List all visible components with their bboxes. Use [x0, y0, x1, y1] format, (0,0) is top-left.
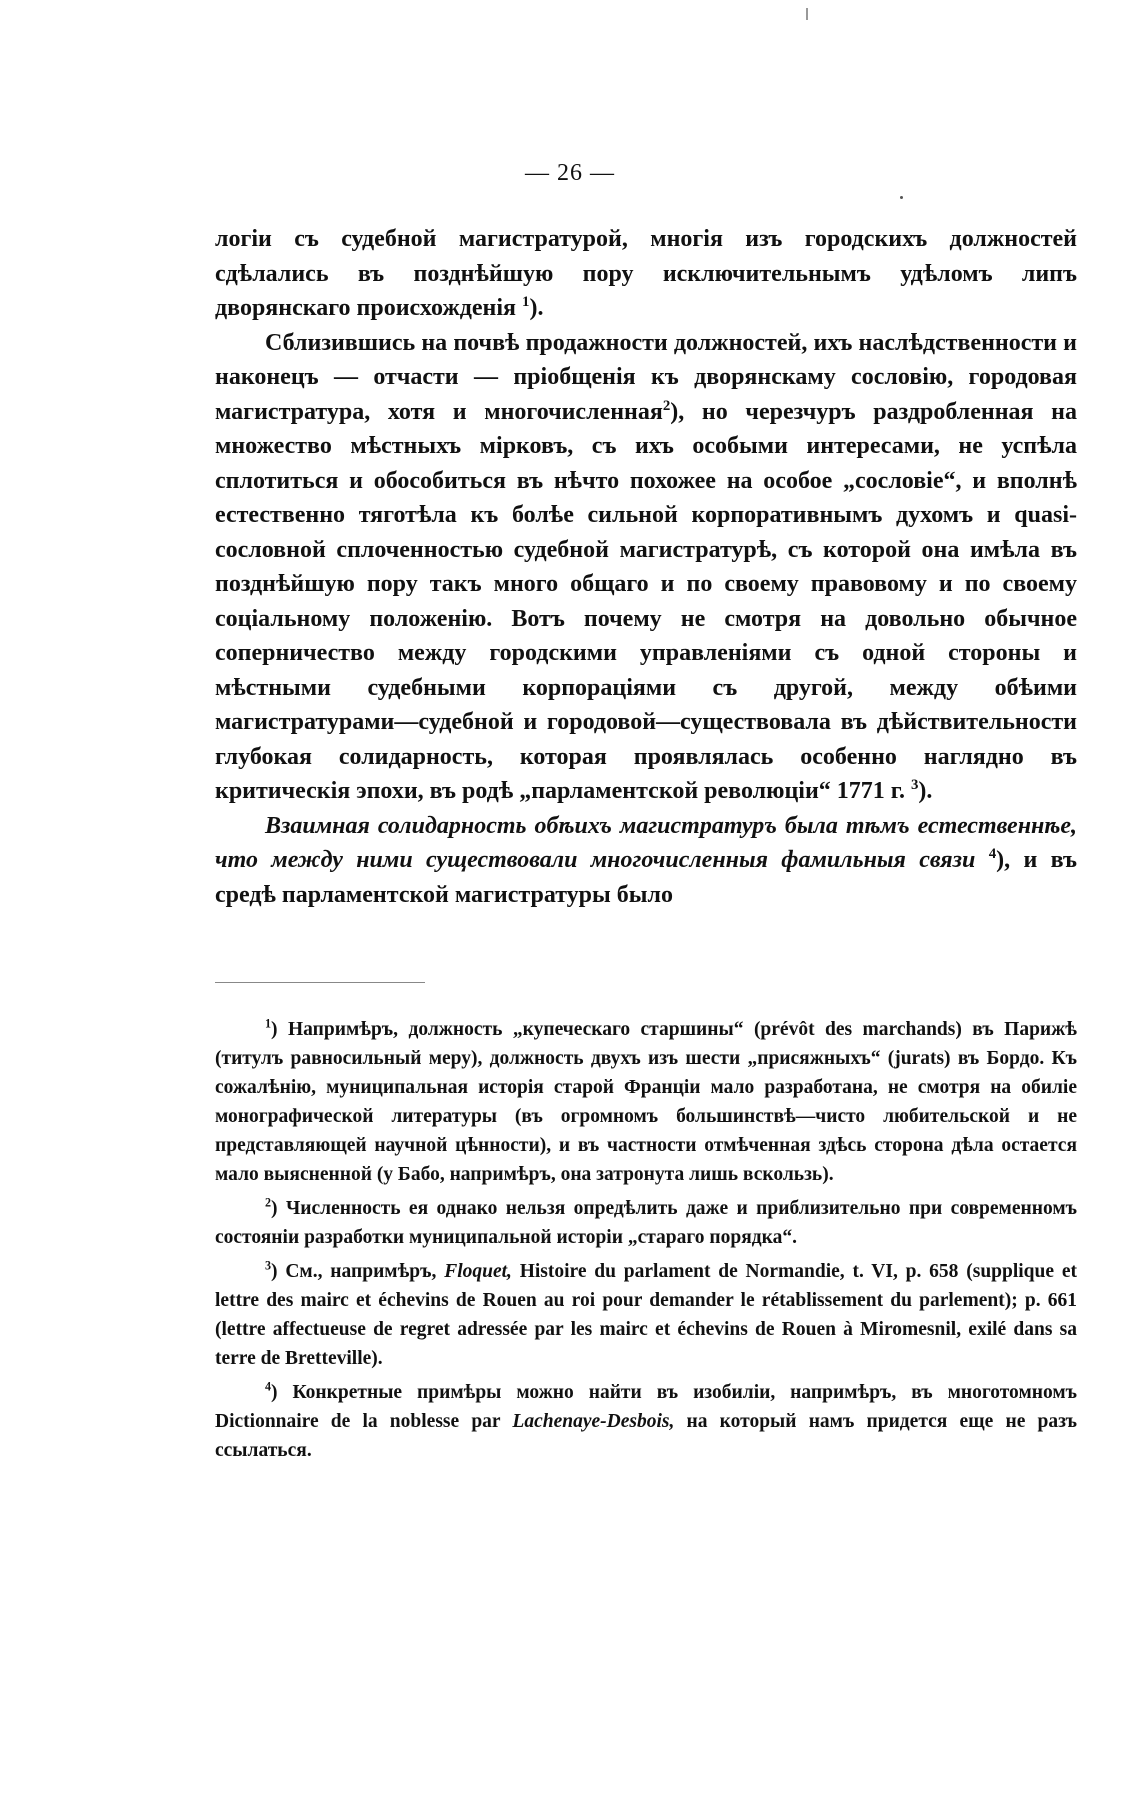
footnote-4-text-cont: на который намъ придется еще не разъ ссылаться.: [215, 1411, 1077, 1461]
footnote-ref-2: 2: [662, 397, 671, 414]
paragraph-2: [215, 326, 1077, 809]
footnote-3-text: ) См., напримѣръ,: [271, 1261, 445, 1282]
footnote-3-mark: 3: [265, 1258, 272, 1273]
paragraph-3: [215, 809, 1077, 913]
paragraph-2-end: ).: [918, 778, 933, 804]
footnote-3: [215, 1257, 1077, 1373]
footnotes: [215, 1015, 1077, 1470]
footnote-ref-4: 4: [988, 846, 997, 862]
paragraph-2-text-cont: ), но черезчуръ раздробленная на множество мѣстныхъ мірковъ, съ ихъ особыми интересами, не успѣла сплотиться и обособиться въ нѣчто похожее на особое „сословіе“, и вполнѣ естественно тяготѣла къ болѣе сильной корпоративнымъ духомъ и quasi-сословной сплоченностью судебной магистратурѣ, съ которой она имѣла въ позднѣйшую пору такъ много общаго и по своему правовому и по своему соціальному положенію. Вотъ почему не смотря на довольно обычное соперничество между городскими управленіями съ одной стороны и мѣстными судебными корпораціями съ другой, между обѣими магистратурами—судебной и городовой—существовала въ дѣйствительности глубокая солидарность, которая проявлялась особенно наглядно въ критическія эпохи, въ родѣ „парламентской революціи“ 1771 г.: [215, 398, 1077, 804]
footnote-3-text-cont: Histoire du parlament de Normandie, t. VI, p. 658 (supplique et lettre des mairc et échevins de Rouen au roi pour demander le rétablissement du parlement); p. 661 (lettre affectueuse de regret adressée par les mairc et échevins de Rouen à Miromesnil, exilé dans sa terre de Bretteville).: [215, 1261, 1077, 1369]
page-number: — 26 —: [525, 160, 615, 186]
paragraph-2-text: Сблизившись на почвѣ продажности должностей, ихъ наслѣдственности и наконецъ — отчасти — пріобщенія къ дворянскаму сословію, городовая магистратура, хотя и многочисленная: [215, 329, 1077, 425]
footnote-separator: [215, 982, 425, 983]
scan-dot: [900, 196, 903, 199]
main-text: [215, 222, 1077, 912]
paragraph-3-text: ), и въ средѣ парламентской магистратуры было: [215, 847, 1077, 908]
footnote-4-author: Lachenaye-Desbois,: [512, 1411, 675, 1432]
footnote-4-text: ) Конкретные примѣры можно найти въ изобиліи, напримѣръ, въ многотомномъ Dictionnaire de la noblesse par: [215, 1382, 1077, 1432]
footnote-ref-1: 1: [522, 294, 530, 310]
footnote-2-text: ) Численность ея однако нельзя опредѣлить даже и приблизительно при современномъ состояніи разработки муниципальной исторіи „стараго порядка“.: [215, 1198, 1077, 1248]
paragraph-3-italic: Взаимная солидарность обѣихъ магистратуръ была тѣмъ естественнѣе, что между ними существовали многочисленныя фамильныя связи: [215, 812, 1077, 873]
paragraph-1-end: ).: [529, 295, 544, 321]
footnote-2: [215, 1194, 1077, 1252]
scan-mark: [806, 8, 808, 20]
footnote-1-text: ) Напримѣръ, должность „купеческаго старшины“ (prévôt des marchands) въ Парижѣ (титулъ равносильный меру), должность двухъ изъ шести „присяжныхъ“ (jurats) въ Бордо. Къ сожалѣнію, муниципальная исторія старой Франціи мало разработана, не смотря на обиліе монографической литературы (въ огромномъ большинствѣ—чисто любительской и не представляющей научной цѣнности), и въ частности отмѣченная здѣсь сторона дѣла остается мало выясненной (у Бабо, напримѣръ, она затронута лишь вскользь).: [215, 1019, 1077, 1185]
footnote-1-mark: 1: [265, 1016, 272, 1031]
footnote-1: [215, 1015, 1077, 1189]
footnote-4: [215, 1378, 1077, 1465]
paragraph-1: [215, 222, 1077, 326]
paragraph-1-text: логіи съ судебной магистратурой, многія изъ городскихъ должностей сдѣлались въ позднѣйшую пору исключительнымъ удѣломъ липъ дворянскаго происхожденія: [215, 226, 1077, 321]
footnote-ref-3: 3: [910, 777, 919, 793]
footnote-4-mark: 4: [265, 1379, 272, 1394]
footnote-3-author: Floquet,: [444, 1261, 512, 1282]
footnote-2-mark: 2: [265, 1195, 272, 1210]
